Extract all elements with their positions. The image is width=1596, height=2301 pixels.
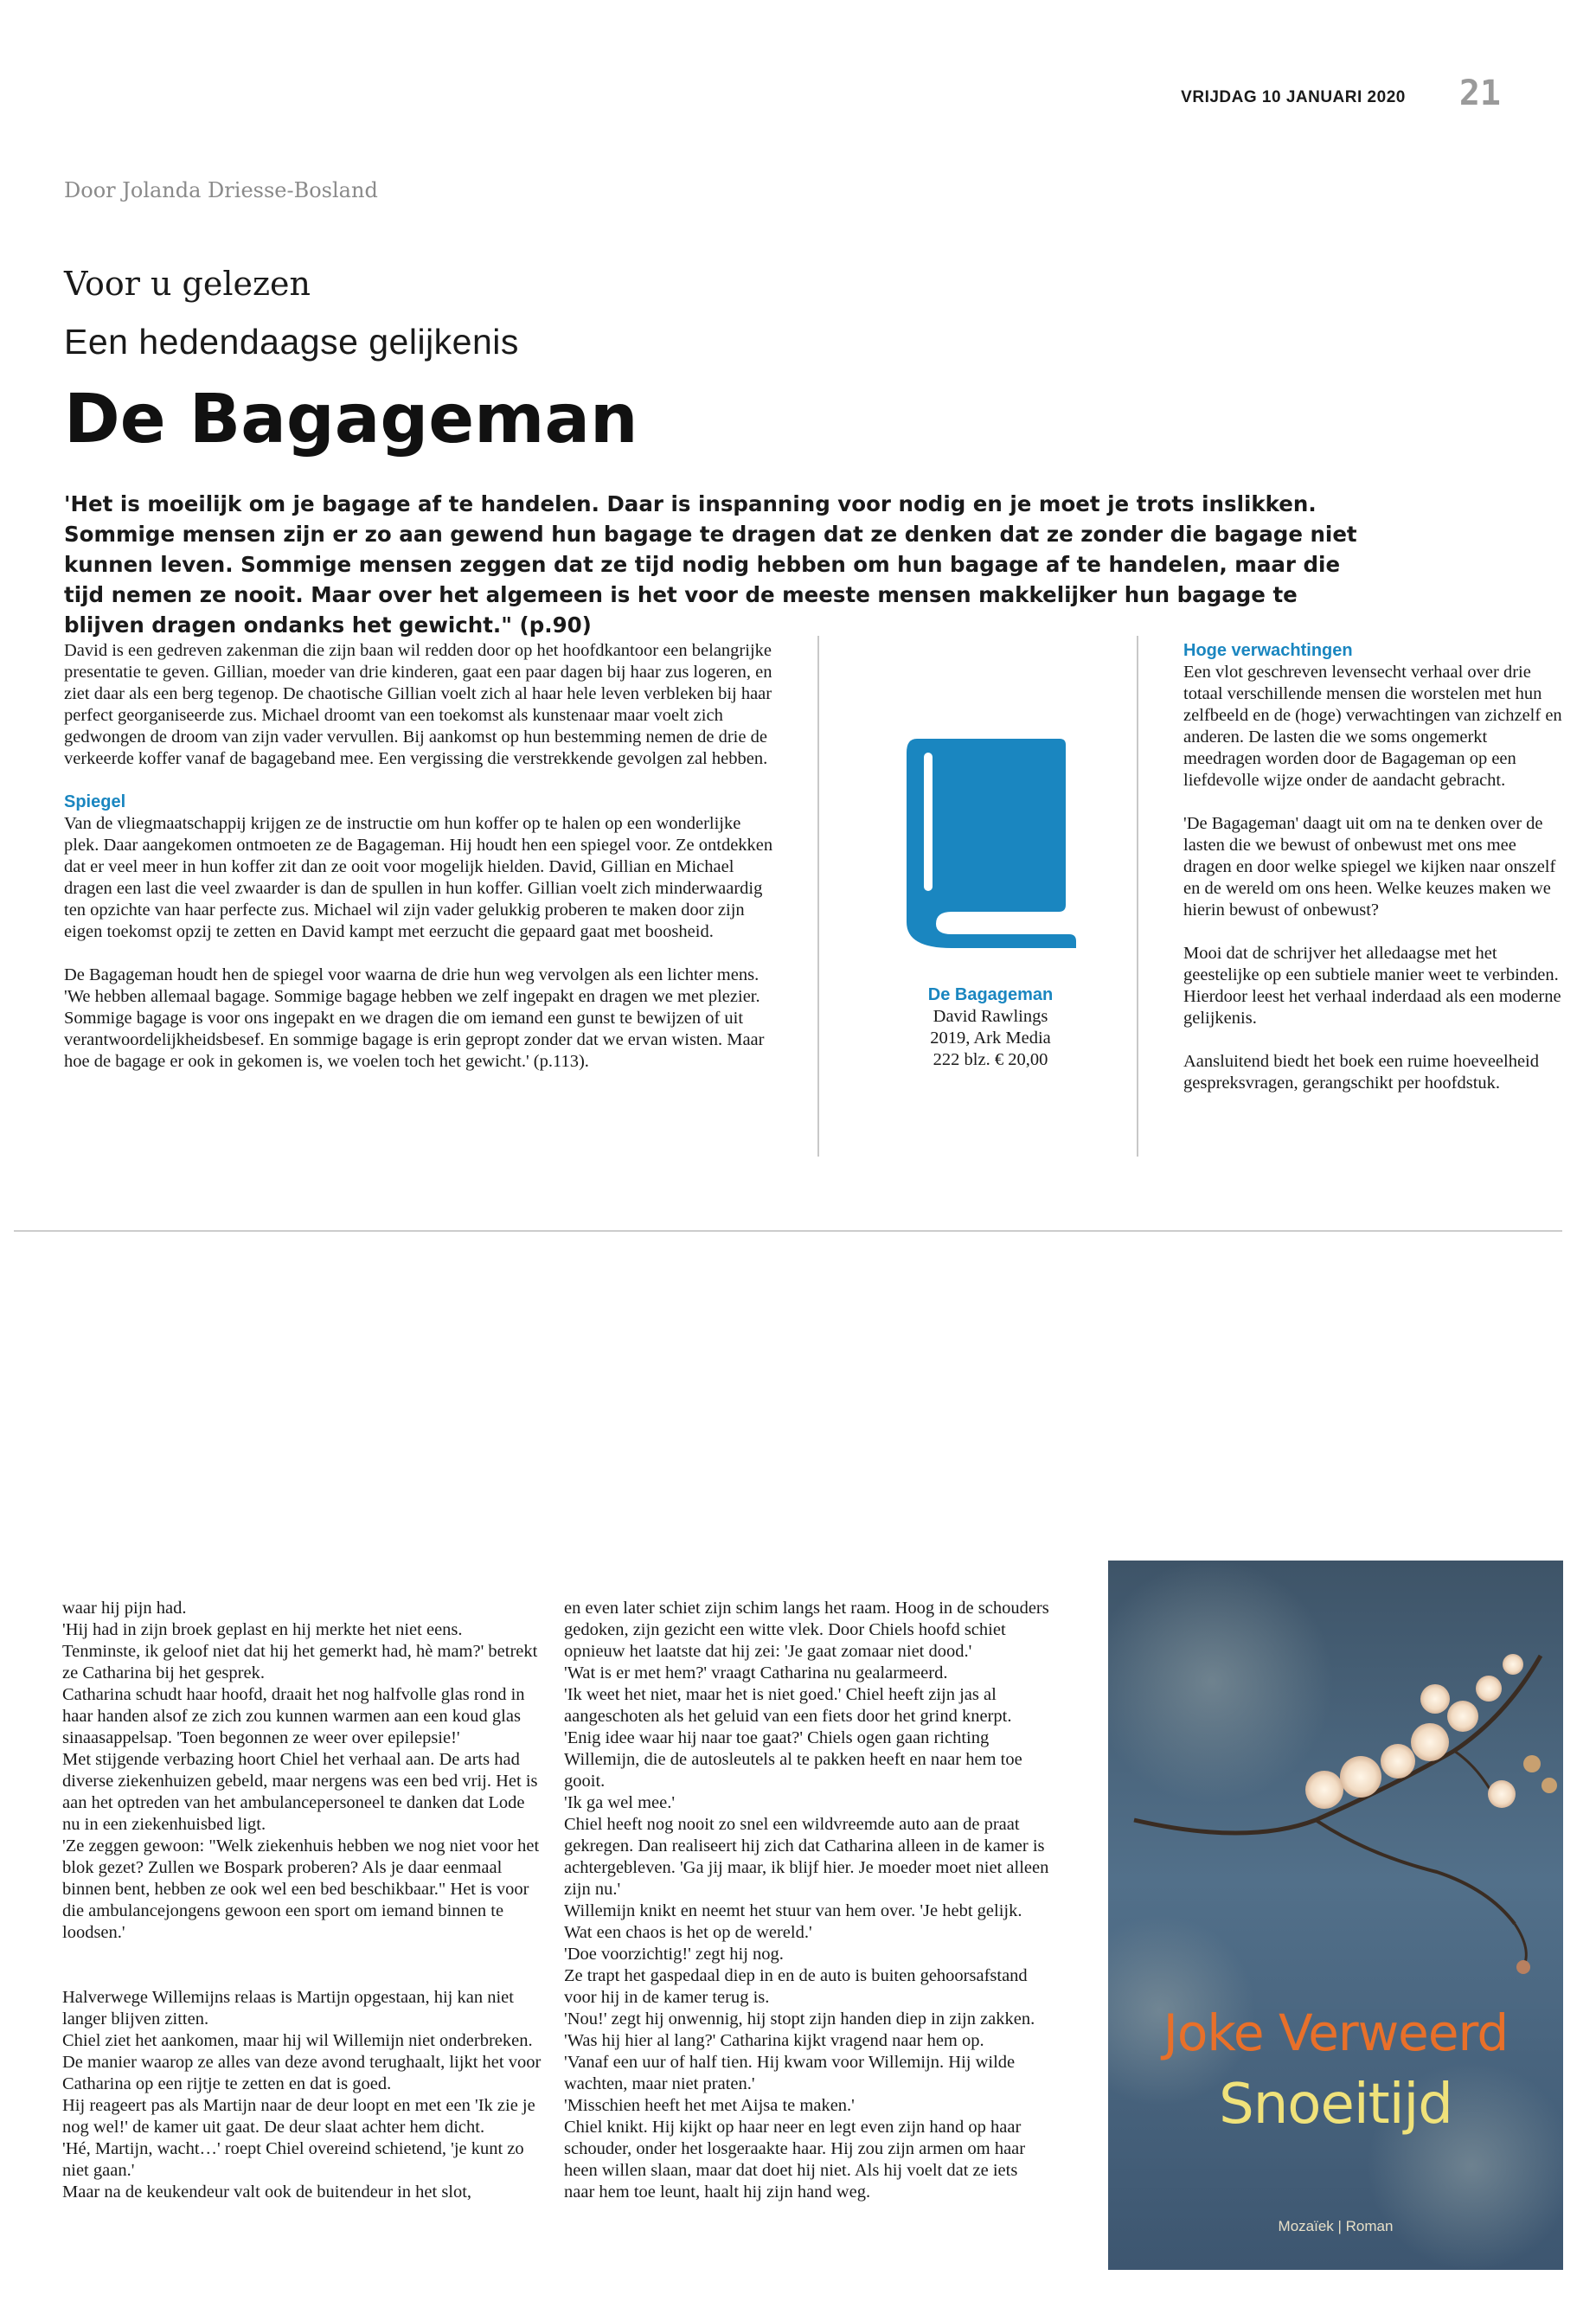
- byline: Door Jolanda Driesse-Bosland: [64, 178, 378, 202]
- subheading-spiegel: Spiegel: [64, 792, 126, 811]
- cover-publisher: Mozaïek | Roman: [1278, 2218, 1394, 2234]
- review-paragraph: Van de vliegmaatschappij krijgen ze de instructie om hun koffer op te halen op een wonderlijke plek. Daar aangekomen ontmoeten ze de Bagageman. Hij houdt hen een spiegel voor. Ze ontdekken dat er veel meer in hun koffer zit dan ze ooit voor mogelijk hielden. David, Gillian en Michael dragen een last die veel zwaarder is dan de spullen in hun koffer. Gillian voelt zich minderwaardig ten opzichte van haar perfecte zus. Michael wil zijn vader gelukkig proberen te maken door zijn eigen toekomst opzij te zetten en David kampt met eerzucht die gepaard gaat met boosheid.: [64, 814, 773, 941]
- cover-artwork: [1108, 1561, 1563, 2270]
- story-column-1: [62, 1576, 543, 2225]
- intro-quote: 'Het is moeilijk om je bagage af te handelen. Daar is inspanning voor nodig en je moet je trots inslikken. Sommige mensen zijn er zo aan gewend hun bagage te dragen dat ze denken dat ze zonder die bagage niet kunnen leven. Sommige mensen zeggen dat ze tijd nodig hebben om hun bagage af te handelen, maar die tijd nemen ze nooit. Maar over het algemeen is het voor de meeste mensen makkelijker hun bagage te blijven dragen ondanks het gewicht." (p.90): [64, 491, 1357, 638]
- review-left-column: [64, 640, 775, 1094]
- story-paragraph: Halverwege Willemijns relaas is Martijn opgestaan, hij kan niet langer blijven zitten. Chiel ziet het aankomen, maar hij wil Willemijn niet onderbreken. De manier waarop ze alles van deze avond terughaalt, lijkt het voor Catharina op een rijtje te zetten en dat is goed. Hij reageert pas als Martijn naar de deur loopt en met een 'Ik zie je nog wel!' de kamer uit gaat. De deur slaat achter hem dicht. 'Hé, Martijn, wacht…' roept Chiel overeind schietend, 'je kunt zo niet gaan.' Maar na de keukendeur valt ook de buitendeur in het slot,: [62, 1988, 542, 2202]
- book-cover-image: [1108, 1561, 1563, 2270]
- section-kicker: Voor u gelezen: [64, 265, 311, 303]
- page-header: [1181, 76, 1501, 111]
- book-info: [856, 984, 1125, 1071]
- page-number: 21: [1458, 74, 1501, 113]
- review-paragraph: David is een gedreven zakenman die zijn baan wil redden door op het hoofdkantoor een belangrijke presentatie te geven. Gillian, moeder van drie kinderen, gaat een paar dagen bij haar zus logeren, en ziet daar als een berg tegenop. De chaotische Gillian voelt zich al haar hele leven verbleken bij haar perfect georganiseerde zus. Michael droomt van een toekomst als kunstenaar maar voelt zich gedwongen de droom van zijn vader vervullen. Bij aankomst op hun bestemming nemen de drie de verkeerde koffer vanaf de bagageband mee. Een vergissing die verstrekkende gevolgen zal hebben.: [64, 641, 772, 768]
- story-column-2: [564, 1576, 1050, 2225]
- book-icon: [900, 734, 1078, 950]
- column-divider: [1137, 636, 1138, 1157]
- book-publisher: 2019, Ark Media: [930, 1029, 1051, 1048]
- column-divider: [817, 636, 819, 1157]
- subheading-hoge-verwachtingen: Hoge verwachtingen: [1183, 641, 1353, 660]
- review-paragraph: Mooi dat de schrijver het alledaagse met het geestelijke op een subtiele manier weet te verbinden. Hierdoor leest het verhaal inderdaad als een moderne gelijkenis.: [1183, 944, 1561, 1028]
- story-paragraph: waar hij pijn had. 'Hij had in zijn broek geplast en hij merkte het niet eens. Tenminste, ik geloof niet dat hij het gemerkt had, hè mam?' betrekt ze Catharina bij het gesprek. Catharina schudt haar hoofd, draait het nog halfvolle glas rond in haar handen alsof ze zich zou kunnen warmen aan een koud glas sinaasappelsap. 'Toen begonnen ze weer over epilepsie!' Met stijgende verbazing hoort Chiel het verhaal aan. De arts had diverse ziekenhuizen gebeld, maar nergens was een bed vrij. Het is aan het optreden van het ambulancepersoneel te danken dat Lode nu in een ziekenhuisbed ligt. 'Ze zeggen gewoon: "Welk ziekenhuis hebben we nog niet voor het blok gezet? Zullen we Bospark proberen? Als je daar eenmaal binnen bent, hebben ze ook wel een bed beschikbaar." Het is voor die ambulancejongens gewoon een sport om iemand binnen te loodsen.': [62, 1599, 540, 1942]
- review-paragraph: Een vlot geschreven levensecht verhaal over drie totaal verschillende mensen die worstelen met hun zelfbeeld en de (hoge) verwachtingen van zichzelf en anderen. De lasten die we soms ongemerkt meedragen worden door de Bagageman op een liefdevolle wijze onder de aandacht gebracht.: [1183, 663, 1562, 790]
- review-paragraph: Aansluitend biedt het boek een ruime hoeveelheid gespreksvragen, gerangschikt per hoofdstuk.: [1183, 1052, 1540, 1093]
- book-details: 222 blz. € 20,00: [933, 1050, 1048, 1069]
- section-divider: [14, 1230, 1562, 1232]
- cover-title: Snoeitijd: [1219, 2073, 1452, 2137]
- cover-author: Joke Verweerd: [1163, 2003, 1509, 2062]
- issue-date: VRIJDAG 10 JANUARI 2020: [1181, 88, 1406, 106]
- review-paragraph: 'De Bagageman' daagt uit om na te denken over de lasten die we bewust of onbewust met ons mee dragen en door welke spiegel we kijken naar onszelf en de wereld om ons heen. Welke keuzes maken we hierin bewust of onbewust?: [1183, 814, 1556, 920]
- review-paragraph: De Bagageman houdt hen de spiegel voor waarna de drie hun weg vervolgen als een lichter mens. 'We hebben allemaal bagage. Sommige bagage hebben we zelf ingepakt en dragen we met plezier. Sommige bagage is voor ons ingepakt en we dragen die om iemand een gunst te bewijzen of uit verantwoordelijkheidsbesef. En sommige bagage is erin gepropt zonder dat we ervan wisten. Maar hoe de bagage er ook in gekomen is, we voelen toch het gewicht.' (p.113).: [64, 965, 765, 1071]
- book-author: David Rawlings: [933, 1007, 1048, 1026]
- article-subtitle: Een hedendaagse gelijkenis: [64, 322, 519, 362]
- story-paragraph: en even later schiet zijn schim langs het raam. Hoog in de schouders gedoken, zijn gezicht een witte vlek. Door Chiels hoofd schiet opnieuw het laatste dat hij zei: 'Je gaat zomaar niet dood.' 'Wat is er met hem?' vraagt Catharina nu gealarmeerd. 'Ik weet het niet, maar het is niet goed.' Chiel heeft zijn jas al aangeschoten als het geluid van een fiets door het grind knerpt. 'Enig idee waar hij naar toe gaat?' Chiels ogen gaan richting Willemijn, die de autosleutels al te pakken heeft en naar hem toe gooit. 'Ik ga wel mee.' Chiel heeft nog nooit zo snel een wildvreemde auto aan de praat gekregen. Dan realiseert hij zich dat Catharina alleen in de kamer is achtergebleven. 'Ga jij maar, ik blijf hier. Je moeder moet niet alleen zijn nu.' Willemijn knikt en neemt het stuur van hem over. 'Je hebt gelijk. Wat een chaos is het op de wereld.' 'Doe voorzichtig!' zegt hij nog. Ze trapt het gaspedaal diep in en de auto is buiten gehoorsafstand voor hij in de kamer terug is. 'Nou!' zegt hij onwennig, hij stopt zijn handen diep in zijn zakken. 'Was hij hier al lang?' Catharina kijkt vragend naar hem op. 'Vanaf een uur of half tien. Hij kwam voor Willemijn. Hij wilde wachten, maar niet praten.' 'Misschien heeft het met Aijsa te maken.' Chiel knikt. Hij kijkt op haar neer en legt even zijn hand op haar schouder, onder het losgeraakte haar. Hij zou zijn armen om haar heen willen slaan, maar dat doet hij niet. Als hij voelt dat ze iets naar hem toe leunt, haalt hij zijn hand weg.: [564, 1599, 1049, 2202]
- book-title: De Bagageman: [927, 985, 1054, 1004]
- article-headline: De Bagageman: [64, 381, 638, 458]
- review-right-column: [1183, 640, 1564, 1116]
